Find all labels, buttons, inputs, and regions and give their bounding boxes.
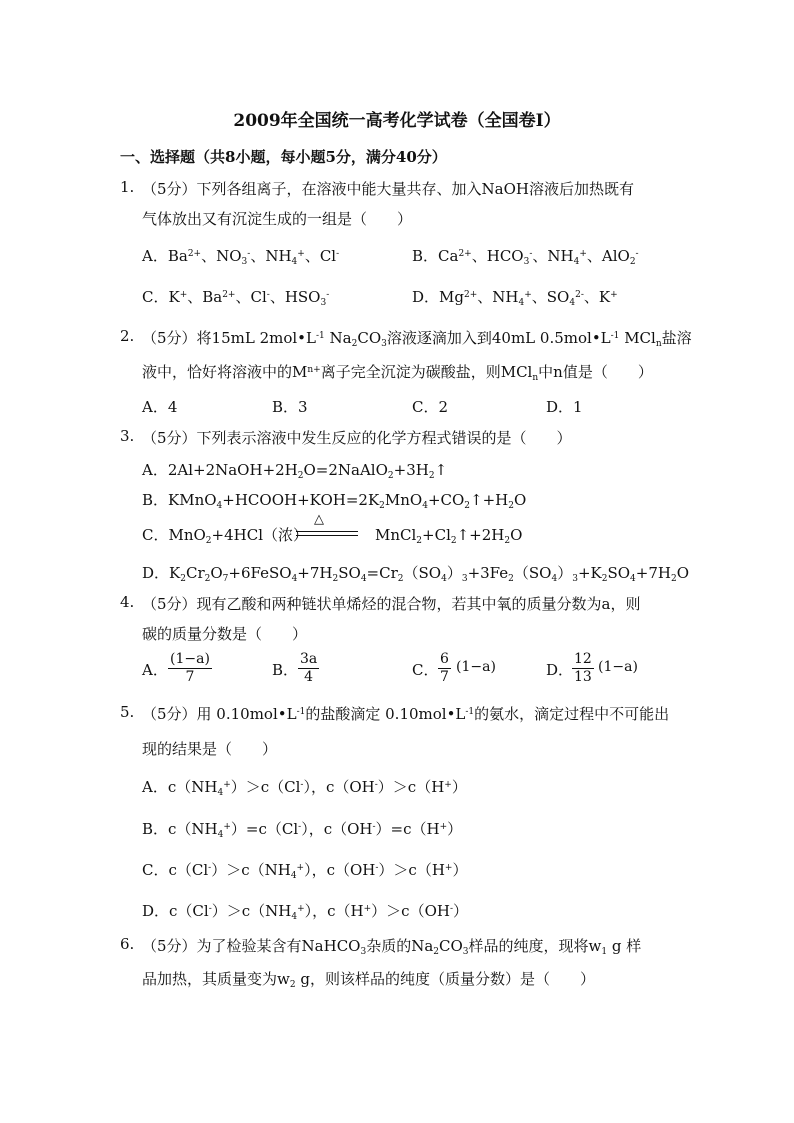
option-d: D．1 (546, 398, 583, 416)
question-stem: （5分）下列表示溶液中发生反应的化学方程式错误的是（ ） (142, 429, 572, 447)
fraction-numerator: 12 (574, 651, 592, 667)
option-a: A．$Ba^{2+}$、$NO_3^-$、$NH_4^+$、Cl- (142, 247, 340, 267)
option-a-label: A． (142, 661, 168, 679)
page-title: 2009年全国统一高考化学试卷（全国卷Ⅰ） (233, 111, 561, 131)
fraction-denominator: 7 (185, 669, 195, 685)
option-a: A．4 (142, 398, 178, 416)
option-c: C．K+、$Ba^{2+}$、Cl-、$HSO_3^-$ (142, 288, 330, 308)
reaction-equals-sign (296, 531, 358, 536)
question-stem: （5分）为了检验某含有NaHCO$_3$杂质的$Na_2CO_3$样品的纯度，现将$w_1$ g 样 (142, 937, 642, 957)
question-stem: 现的结果是（ ） (142, 740, 278, 758)
question-number: 5. (120, 703, 135, 721)
option-b-fraction (298, 651, 319, 686)
question-stem: （5分）将15mL $2mol•L^{-1}$ $Na_2CO_3$溶液逐滴加入到40mL $0.5mol•L^{-1}$ MCl$_n$盐溶 (142, 329, 692, 349)
option-d: D．$K_2Cr_2O_7+6FeSO_4+7H_2SO_4=Cr_2(SO_4)_3+3Fe_2(SO_4)_3+K_2SO_4+7H_2O$ (142, 564, 690, 584)
fraction-denominator: 7 (440, 669, 449, 685)
question-stem: （5分）下列各组离子，在溶液中能大量共存、加入NaOH溶液后加热既有 (142, 180, 634, 198)
option-a: A．$c(NH_4^+)>c(Cl^-)$，c（OH-）＞c（H+） (142, 778, 467, 798)
option-a-fraction (168, 651, 212, 686)
option-c: C．$c(Cl^-)>c(NH_4^+)$，c（OH-）＞c（H+） (142, 861, 468, 881)
option-c-label: C． (412, 661, 439, 679)
option-d-label: D． (546, 661, 574, 679)
fraction-numerator: 6 (440, 651, 449, 667)
question-number: 2. (120, 327, 135, 345)
question-number: 4. (120, 593, 135, 611)
fraction-numerator: 3a (300, 651, 318, 667)
heat-symbol: △ (314, 512, 324, 527)
question-stem: 碳的质量分数是（ ） (142, 625, 308, 643)
question-number: 6. (120, 935, 135, 953)
option-b: B．$Ca^{2+}$、$HCO_3^-$、$NH_4^+$、AlO$_2$- (412, 247, 639, 267)
option-b: B．$KMnO_4+HCOOH+KOH=2K_2MnO_4+CO_2↑+H_2O$ (142, 491, 527, 511)
question-number: 3. (120, 427, 135, 445)
option-d-fraction (572, 651, 594, 686)
option-d: D．$c(Cl^-)>c(NH_4^+)$，c（H+）＞c（OH-） (142, 902, 469, 922)
question-stem: 气体放出又有沉淀生成的一组是（ ） (142, 210, 413, 228)
option-b-label: B． (272, 661, 299, 679)
option-a: A．$2Al+2NaOH+2H_2O=2NaAlO_2+3H_2↑$ (142, 461, 448, 481)
fraction-denominator: 4 (304, 669, 314, 685)
option-c-tail: (1−a) (456, 659, 496, 675)
question-stem: （5分）用 $0.10mol•L^{-1}$的盐酸滴定 $0.10mol•L^{-1}$的氨水，滴定过程中不可能出 (142, 705, 670, 723)
option-c-fraction (438, 651, 451, 686)
question-stem: 液中，恰好将溶液中的$M^{n+}$离子完全沉淀为碳酸盐，则MCl$_n$中n值是（ ） (142, 363, 653, 383)
fraction-numerator: (1−a) (170, 651, 210, 667)
option-c: C．MnO$_2$+4HCl（浓） $MnCl_2+Cl_2↑+2H_2O$ (142, 526, 523, 546)
question-number: 1. (120, 178, 135, 196)
question-stem: 品加热，其质量变为$w_2$ g，则该样品的纯度（质量分数）是（ ） (142, 970, 595, 990)
option-d: D．$Mg^{2+}$、$NH_4^+$、$SO_4^{2-}$、K+ (412, 288, 618, 308)
section-heading: 一、选择题（共8小题，每小题5分，满分40分） (120, 148, 447, 166)
fraction-denominator: 13 (574, 669, 592, 685)
question-stem: （5分）现有乙酸和两种链状单烯烃的混合物，若其中氧的质量分数为a，则 (142, 595, 641, 613)
option-d-tail: (1−a) (598, 659, 638, 675)
option-b: B．$c(NH_4^+)=c(Cl^-)$，c（OH-）=c（H+） (142, 820, 463, 840)
option-b: B．3 (272, 398, 308, 416)
option-c: C．2 (412, 398, 449, 416)
